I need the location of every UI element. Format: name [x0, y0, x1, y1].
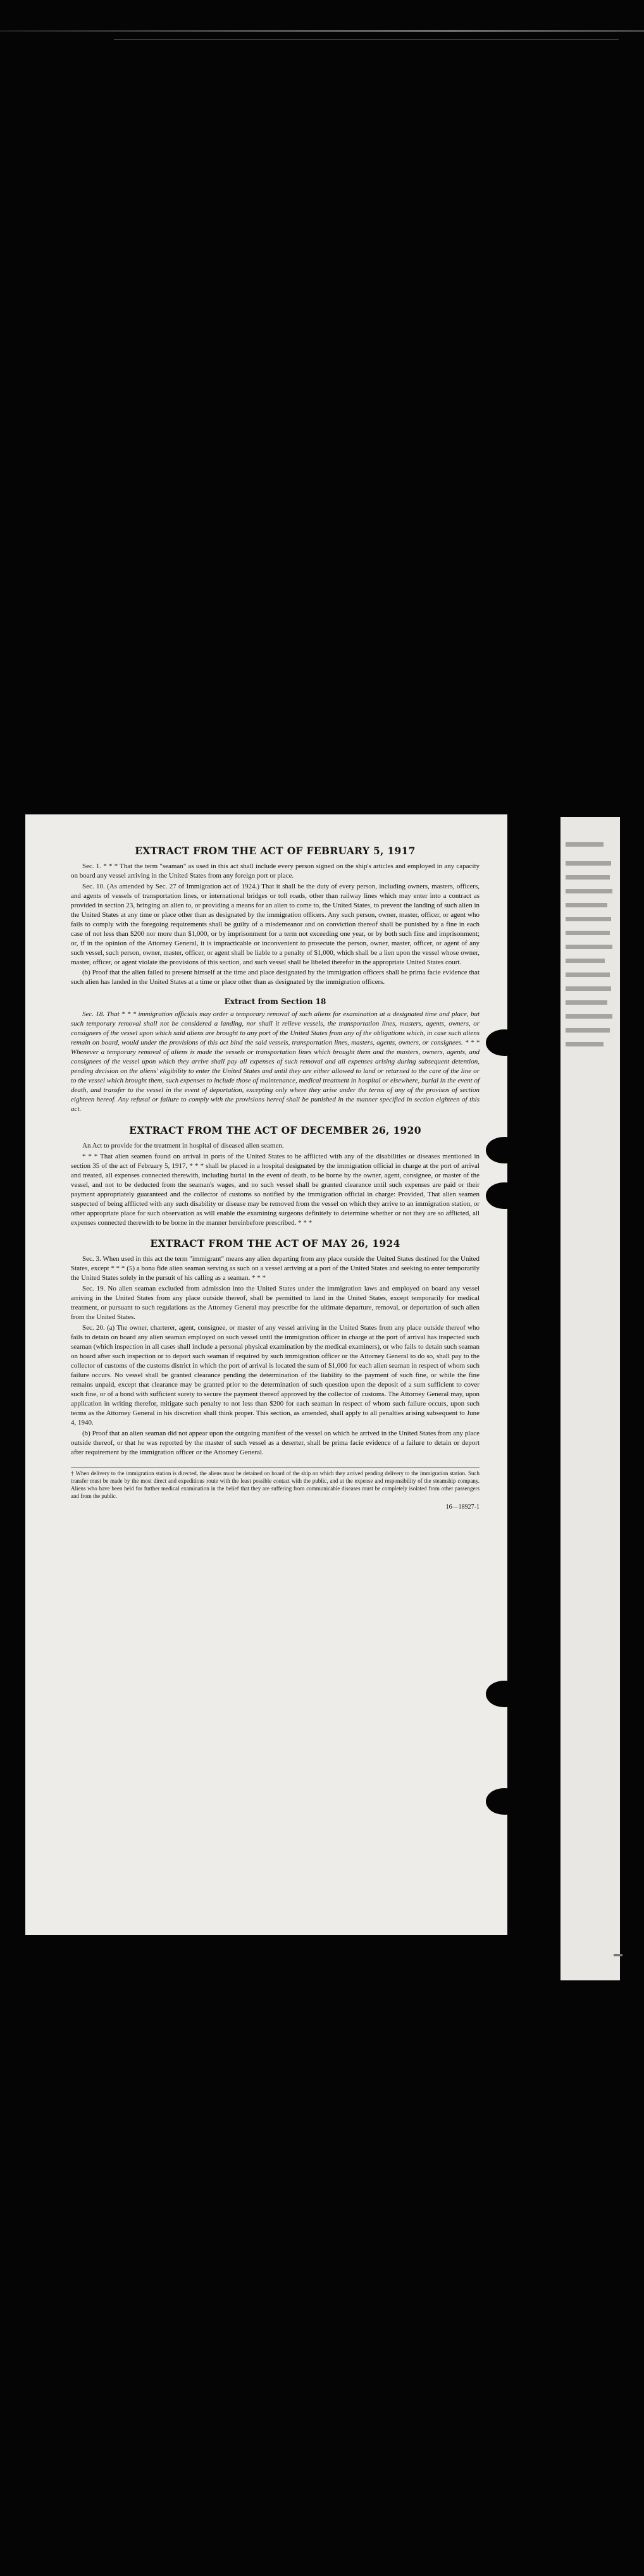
act-1924-heading: EXTRACT FROM THE ACT OF MAY 26, 1924: [150, 1237, 400, 1250]
punch-hole: [486, 1137, 507, 1163]
adjacent-text-line: [566, 842, 604, 847]
adjacent-text-line: [566, 959, 605, 963]
punch-hole: [486, 1182, 507, 1209]
adjacent-text-line: [566, 1014, 612, 1019]
adjacent-text-line: [566, 875, 610, 880]
scan-edge-line: [0, 30, 644, 32]
adjacent-text-line: [566, 889, 612, 893]
punch-hole: [486, 1681, 507, 1707]
section-18-heading: Extract from Section 18: [224, 997, 326, 1007]
adjacent-text-line: [566, 945, 612, 949]
scan-edge-line-secondary: [114, 39, 619, 40]
document-page: [25, 814, 507, 1935]
act-1924-paragraph: Sec. 3. When used in this act the term "immigrant" means any alien departing from any place outside the United States destined for the United States, except * * * (5) a bona fide alien seaman serving as such on a vessel arriving at a port of the United States and seeking to enter temporarily the United States solely in the pursuit of his calling as a seaman. * * *: [71, 1255, 480, 1282]
adjacent-text-line: [566, 917, 611, 921]
print-code: 16—18927-1: [445, 1504, 480, 1511]
act-1917-paragraph: Sec. 1. * * * That the term "seaman" as used in this act shall include every person signed on the ship's articles and employed in any capacity on board any vessel arriving in the United States from any foreign port or place.: [71, 862, 480, 880]
act-1924-section: [71, 1237, 480, 1457]
adjacent-text-line: [566, 1000, 607, 1005]
section-18-paragraph: Sec. 18. That * * * immigration officials may order a temporary removal of such aliens for examination at a designated time and place, but such temporary removal shall not be considered a landing, nor shall it relieve vessels, the transportation lines, masters, agents, owners, or consignees of the vessel upon which said aliens are brought to any port of the United States from any of the obligations which, in case such aliens remain on board, would under the provisions of this act bind the said vessels, transportation lines, masters, agents, owners, or consignees. * * * Whenever a temporary removal of aliens is made the vessels or transportation lines which brought them and the masters, owners, agents, and consignees of the vessel upon which they arrive shall pay all expenses of such removal and all expenses arising during subsequent detention, pending decision on the aliens' eligibility to enter the United States and until they are either allowed to land or returned to the care of the line or to the vessel which brought them, such expenses to include those of maintenance, medical treatment in hospital or elsewhere, burial in the event of death, and transfer to the vessel in the event of deportation, excepting only where they arise under the terms of any of the provisos of section eighteen hereof. Any refusal or failure to comply with the provisions hereof shall be punished in the manner specified in section eighteen of this act.: [71, 1010, 480, 1113]
act-1924-paragraph: Sec. 20. (a) The owner, charterer, agent, consignee, or master of any vessel arriving in the United States from any place outside thereof who fails to detain on board any alien seaman employed on such vessel until the immigration officer in charge at the port of arrival has inspected such seaman (which inspection in all cases shall include a personal physical examination by the medical examiners), or who fails to detain such seaman on board after such inspection or to deport such seaman if required by such immigration officer or the Attorney General to do so, shall pay to the collector of customs of the customs district in which the port of arrival is located the sum of $1,000 for each alien seaman in respect of whom such failure occurs. No vessel shall be granted clearance pending the determination of the liability to the payment of such fine, or while the fine remains unpaid, except that clearance may be granted prior to the determination of such question upon the deposit of a sum sufficient to cover such fine, or of a bond with sufficient surety to secure the payment thereof approved by the collector of customs. The Attorney General may, upon application in writing therefor, mitigate such penalty to not less than $200 for each seaman in respect of whom such failure occurs, upon such terms as the Attorney General in his discretion shall think proper. This section, as amended, shall apply to all penalties arising subsequent to June 4, 1940.: [71, 1324, 480, 1426]
act-1917-paragraph: (b) Proof that the alien failed to present himself at the time and place designated by the immigration officers shall be prima facie evidence that such alien has landed in the United States at a time or place other than as designated by the immigration officers.: [71, 969, 480, 986]
act-1917-paragraph: Sec. 10. (As amended by Sec. 27 of Immigration act of 1924.) That it shall be the duty of every person, including owners, masters, officers, and agents of vessels of transportation lines, or international bridges or toll roads, other than railway lines which may enter into a contract as provided in section 23, bringing an alien to, or providing a means for an alien to come to, the United States, to prevent the landing of such alien in the United States at any time or place other than as designated by the immigration officers. Any such person, owner, master, officer, or agent who fails to comply with the foregoing requirements shall be guilty of a misdemeanor and on conviction thereof shall be punished by a fine in each case of not less than $200 nor more than $1,000, or by imprisonment for a term not exceeding one year, or by both such fine and imprisonment; or, if in the opinion of the Attorney General, it is impracticable or inconvenient to prosecute the person, owner, master, officer, or agent of any such vessel, such person, owner, master, officer, or agent shall be liable to a penalty of $1,000, which shall be a lien upon the vessel whose owner, master, officer, or agent violate the provisions of this section, and such vessel shall be libeled therefor in the appropriate United States court.: [71, 882, 480, 966]
adjacent-text-line: [566, 1028, 610, 1033]
adjacent-text-line: [566, 972, 610, 977]
punch-holes: [478, 814, 507, 1935]
act-1920-heading: EXTRACT FROM THE ACT OF DECEMBER 26, 1920: [129, 1124, 421, 1136]
footnote: † When delivery to the immigration station is directed, the aliens must be detained on board of the ship on which they arrived pending delivery to the immigration station. Such transfer must be made by the most direct and expeditious route with the least possible contact with the public, and at the expense and responsibility of the steamship company. Aliens who have been held for further medical examination in the belief that they are suffering from communicable diseases must be completely isolated from other passengers and from the public.: [71, 1467, 480, 1500]
adjacent-text-line: [566, 986, 611, 991]
act-1924-paragraph: Sec. 19. No alien seaman excluded from admission into the United States under the immigration laws and employed on board any vessel arriving in the United States from any place outside thereof, shall be permitted to land in the United States, except temporarily for medical treatment, or pursuant to such regulations as the Attorney General may prescribe for the ultimate departure, removal, or deportation of such alien from the United States.: [71, 1285, 480, 1322]
act-1924-paragraph: (b) Proof that an alien seaman did not appear upon the outgoing manifest of the vessel on which he arrived in the United States from any place outside thereof, or that he was reported by the master of such vessel as a deserter, shall be prima facie evidence of a failure to detain or deport after requirement by the immigration officer or the Attorney General.: [71, 1429, 480, 1456]
act-1920-section: [71, 1124, 480, 1228]
adjacent-page-strip: [560, 817, 620, 1980]
act-1917-section: [71, 845, 480, 987]
scan-edge-mark: [614, 1954, 622, 1956]
adjacent-text-line: [566, 903, 607, 907]
adjacent-text-line: [566, 931, 610, 935]
punch-hole: [486, 1788, 507, 1815]
section-18-extract: [71, 997, 480, 1113]
adjacent-text-line: [566, 1042, 604, 1046]
act-1920-paragraph: An Act to provide for the treatment in hospital of diseased alien seamen.: [82, 1141, 284, 1150]
act-1920-paragraph: * * * That alien seamen found on arrival in ports of the United States to be afflicted with any of the disabilities or diseases mentioned in section 35 of the act of February 5, 1917, * * * shall be placed in a hospital designated by the immigration official in charge at the port of arrival and treated, all expenses connected therewith, including burial in the event of death, to be borne by the owner, agent, consignee, or master of the vessel, and not to be deducted from the seaman's wages, and no such vessel shall be granted clearance until such expenses are paid or their payment appropriately guaranteed and the collector of customs so notified by the immigration official in charge: Provided, That alien seamen suspected of being afflicted with any such disability or disease may be removed from the vessel on which they arrive to an immigration station, or other appropriate place for such observation as will enable the examining surgeons definitely to determine whether or not they are so afflicted, all expenses connected therewith to be borne in the manner hereinbefore prescribed. * * *: [71, 1152, 480, 1227]
adjacent-text-line: [566, 861, 611, 866]
act-1917-heading: EXTRACT FROM THE ACT OF FEBRUARY 5, 1917: [135, 845, 416, 857]
punch-hole: [486, 1029, 507, 1056]
